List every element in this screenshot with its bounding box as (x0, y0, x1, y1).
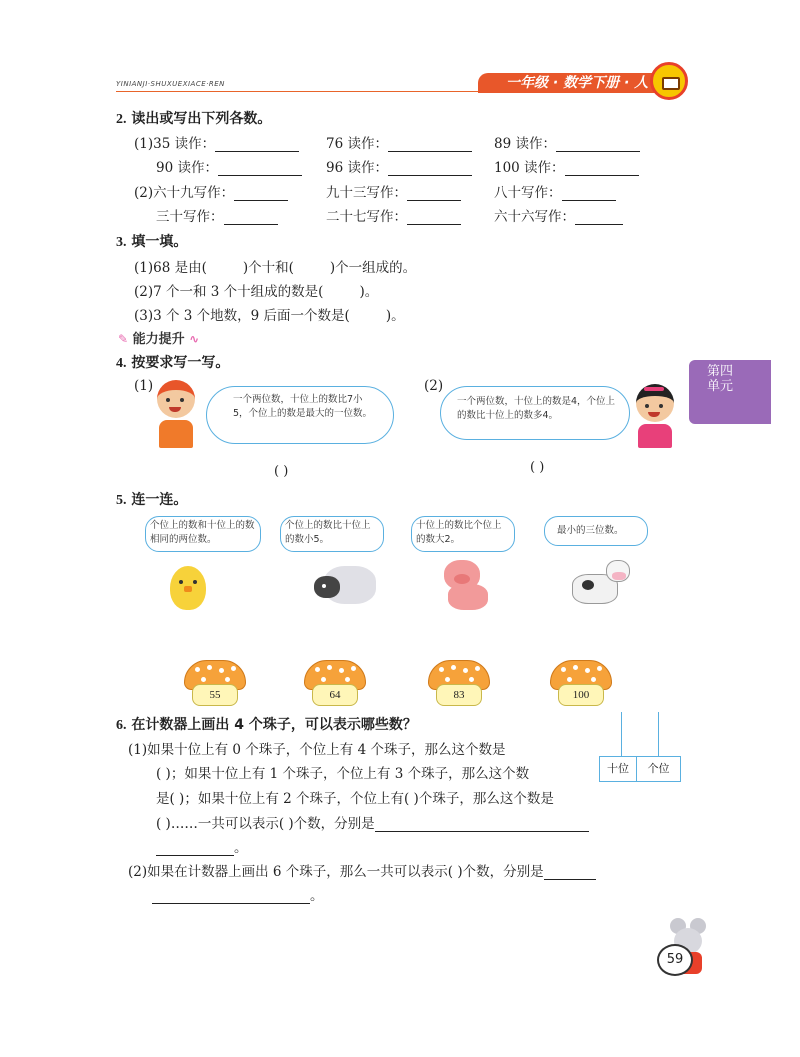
mushroom-100: 100 (550, 660, 612, 712)
q2-row4-c: 六十六写作： (494, 205, 623, 225)
q4-label-1: (1) (134, 378, 154, 394)
pig-icon (440, 560, 496, 612)
girl-character-icon (632, 384, 678, 450)
mushroom-55: 55 (184, 660, 246, 712)
q3-item3: (3)3 个 3 个地数，9 后面一个数是( )。 (134, 308, 405, 324)
q2-row1-b: 76 读作： (326, 132, 472, 152)
abacus-rod-ones (658, 712, 659, 756)
q5-bubble-4: 最小的三位数。 (544, 516, 648, 546)
q5-bubble-2: 个位上的数比十位上的数小5。 (280, 516, 384, 552)
unit-side-tab: 第四单元 (689, 360, 771, 424)
q2-row1-a: (1)35 读作： (134, 132, 299, 152)
q6-p1-line4: ( )……一共可以表示( )个数，分别是 (156, 812, 589, 832)
q6-p1-line3: 是( )；如果十位上有 2 个珠子，个位上有( )个珠子，那么这个数是 (156, 791, 554, 807)
ability-section-banner: ✎ 能力提升 ∿ (118, 332, 200, 347)
q2-title: 2. 读出或写出下列各数。 (116, 111, 272, 127)
q2-row3-c: 八十写作： (494, 181, 616, 201)
q4-label-2: (2) (424, 378, 444, 394)
q2-row2-b: 96 读作： (326, 156, 472, 176)
mushroom-64: 64 (304, 660, 366, 712)
q2-row2-c: 100 读作： (494, 156, 639, 176)
q6-p1-line2: ( )；如果十位上有 1 个珠子，个位上有 3 个珠子，那么这个数 (156, 766, 530, 782)
q6-p1-line1: (1)如果十位上有 0 个珠子，个位上有 4 个珠子，那么这个数是 (128, 742, 506, 758)
q3-item2: (2)7 个一和 3 个十组成的数是( )。 (134, 284, 379, 300)
abacus-rod-tens (621, 712, 622, 756)
q2-row4-a: 三十写作： (156, 205, 278, 225)
q4-title: 4. 按要求写一写。 (116, 355, 230, 371)
q2-row3-b: 九十三写作： (326, 181, 461, 201)
q6-p2-line1: (2)如果在计数器上画出 6 个珠子，那么一共可以表示( )个数，分别是 (128, 860, 596, 880)
squiggle-decoration-icon: ∿ (189, 332, 200, 346)
q6-title: 6. 在计数器上画出 4 个珠子，可以表示哪些数？ (116, 717, 417, 733)
sheep-icon (314, 562, 376, 612)
q4-answer-1: ( ) (274, 464, 289, 479)
q5-bubble-3: 十位上的数比个位上的数大2。 (411, 516, 515, 552)
cow-icon (572, 560, 632, 612)
page-number: 59 (657, 944, 693, 976)
q3-item1: (1)68 是由( )个十和( )个一组成的。 (134, 260, 417, 276)
abacus-ones-label: 个位 (637, 756, 681, 782)
q5-title: 5. 连一连。 (116, 492, 188, 508)
q6-p1-line5: 。 (156, 836, 248, 856)
q3-title: 3. 填一填。 (116, 234, 188, 250)
abacus-tens-label: 十位 (599, 756, 637, 782)
pencil-icon: ✎ (118, 332, 129, 346)
header-grade-banner: 一年级 · 数学下册 · 人 (478, 73, 658, 93)
q4-answer-2: ( ) (530, 460, 545, 475)
q2-row1-c: 89 读作： (494, 132, 640, 152)
boy-character-icon (153, 380, 199, 450)
q4-bubble-2: 一个两位数，十位上的数是4，个位上的数比十位上的数多4。 (440, 386, 630, 440)
book-logo-icon (650, 62, 688, 100)
q2-row3-a: (2)六十九写作： (134, 181, 288, 201)
q5-bubble-1: 个位上的数和十位上的数相同的两位数。 (145, 516, 261, 552)
q2-row4-b: 二十七写作： (326, 205, 461, 225)
q6-p2-line2: 。 (152, 884, 324, 904)
header-pinyin: YINIANJI·SHUXUEXIACE·REN (116, 80, 225, 88)
q2-row2-a: 90 读作： (156, 156, 302, 176)
q4-bubble-1: 一个两位数，十位上的数比7小5，个位上的数是最大的一位数。 (206, 386, 394, 444)
mushroom-83: 83 (428, 660, 490, 712)
chick-icon (168, 566, 208, 618)
